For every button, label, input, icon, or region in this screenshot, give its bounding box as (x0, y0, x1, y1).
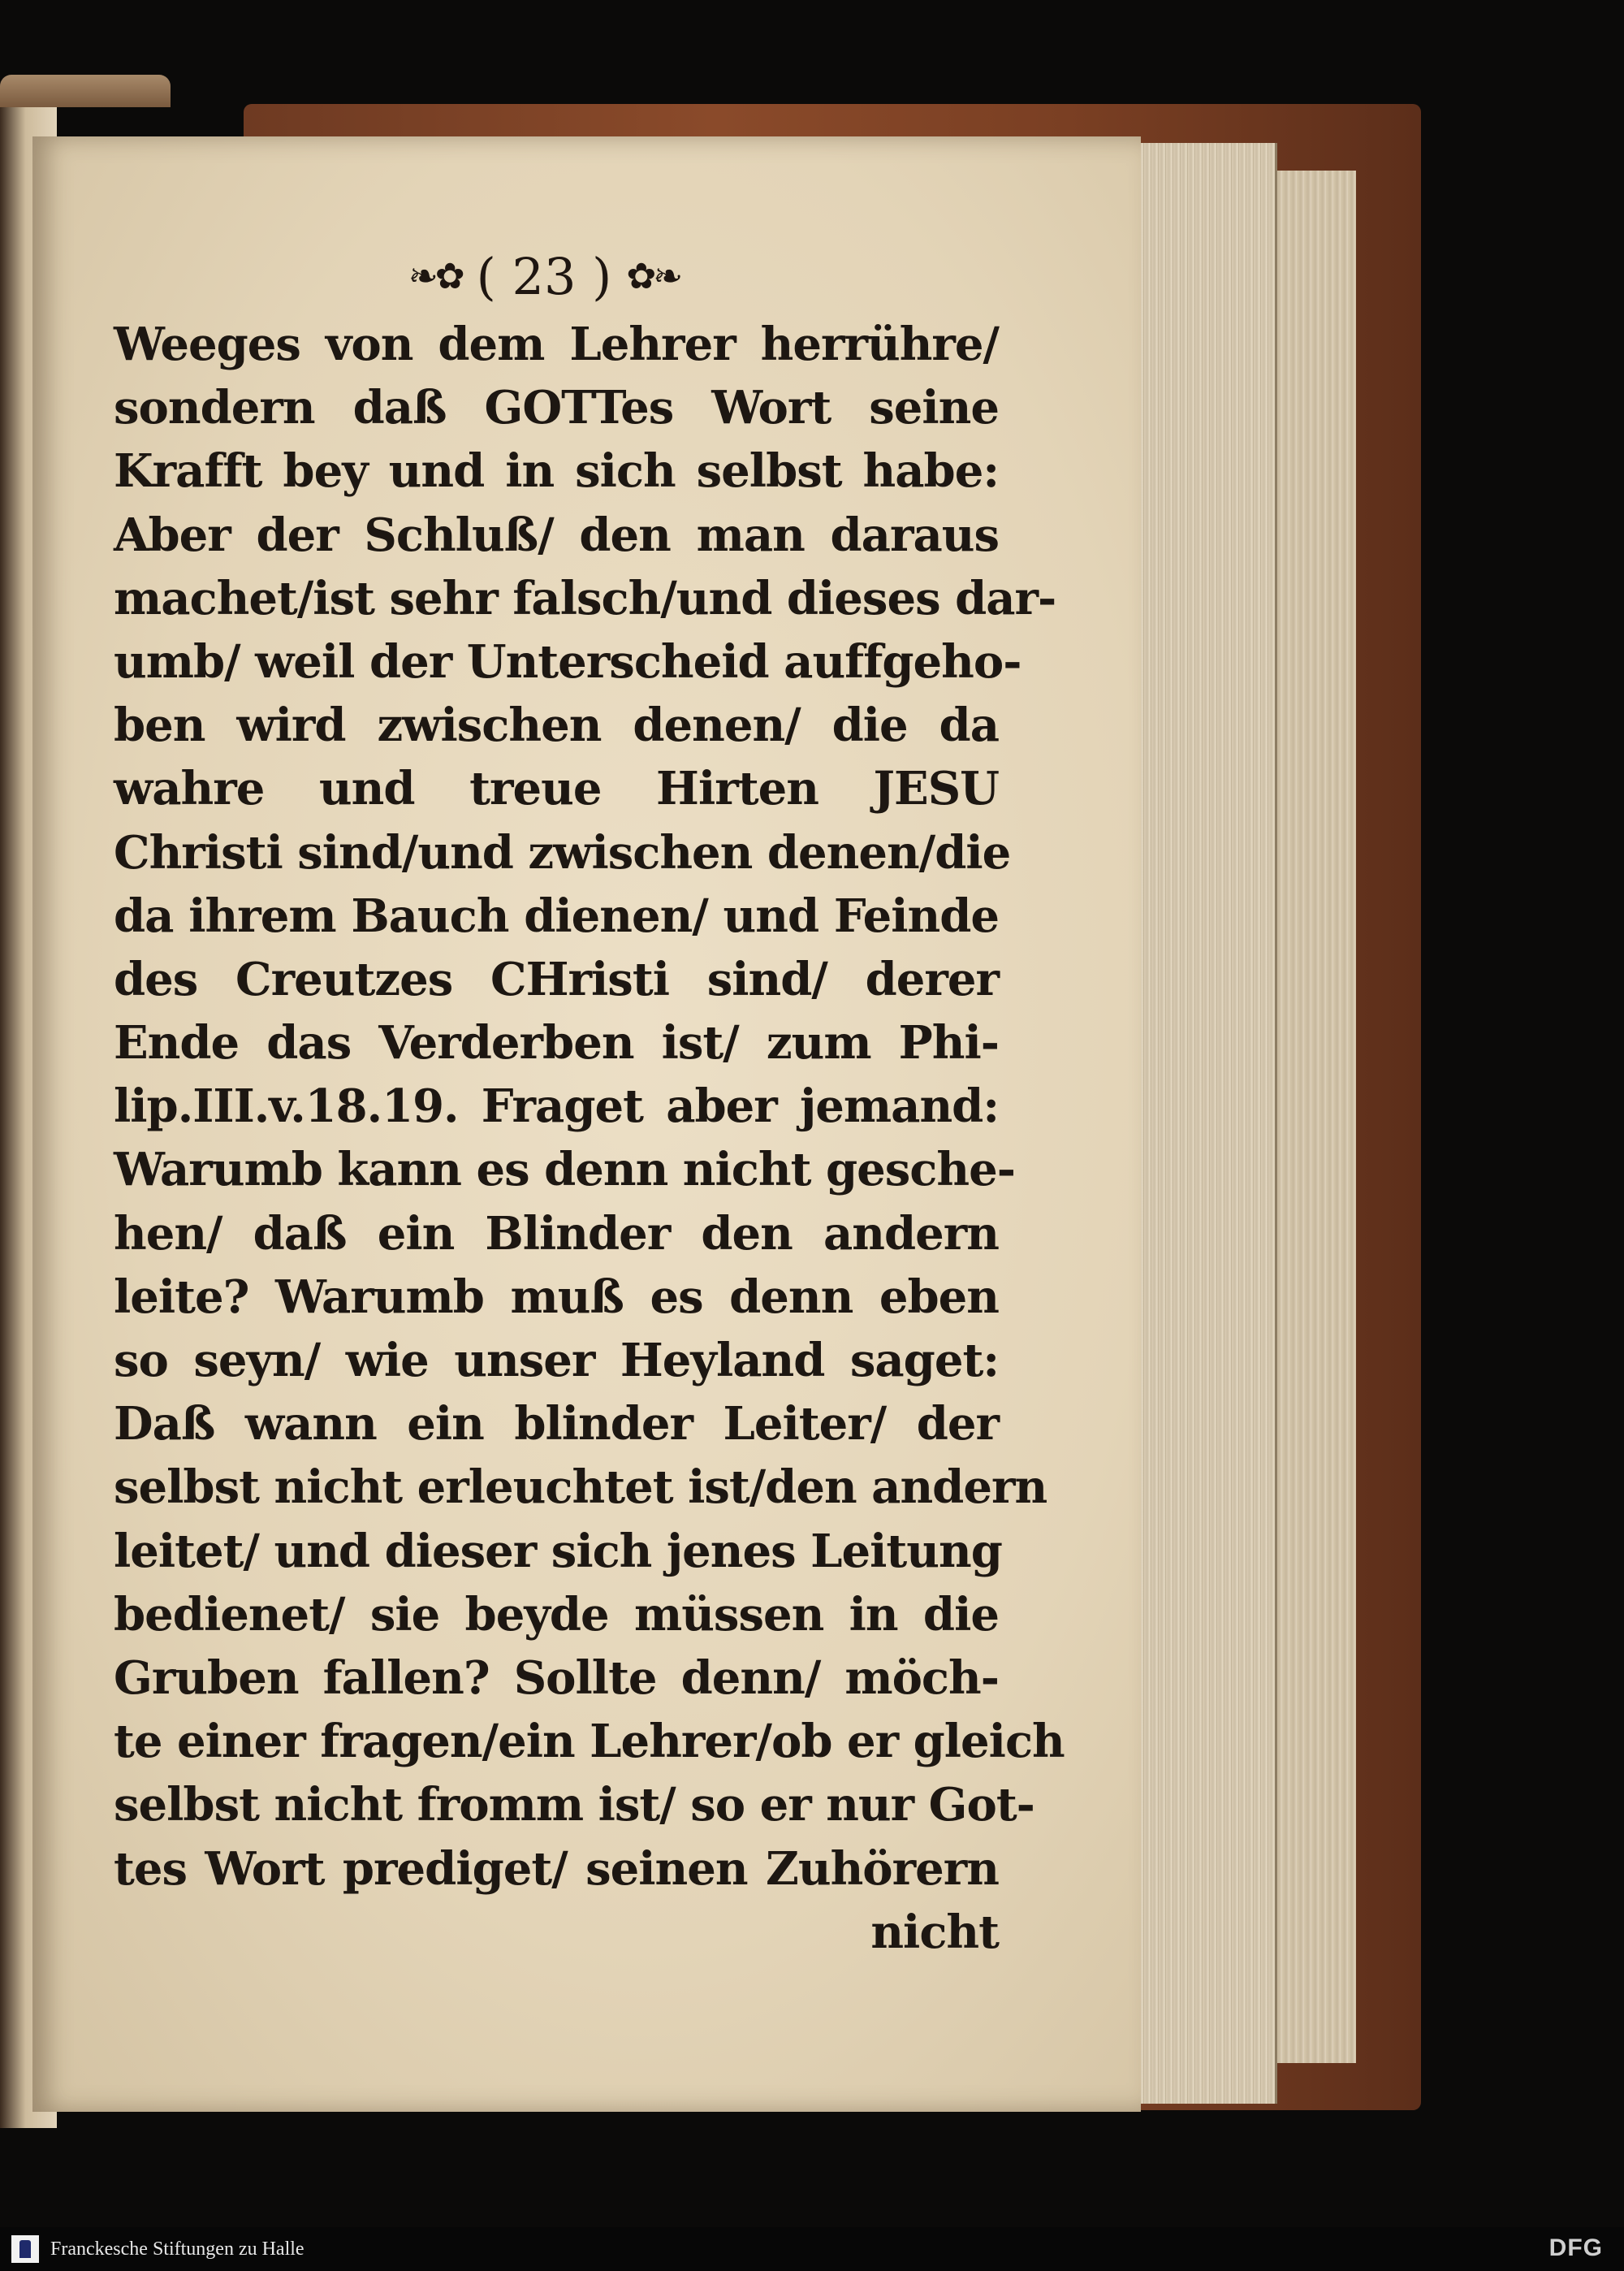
text-line: Weeges von dem Lehrer herrühre/ (114, 318, 999, 371)
text-line: hen/ daß ein Blinder den andern (114, 1206, 999, 1261)
text-line: des Creutzes CHristi sind/ derer (114, 952, 999, 1006)
text-line: bedienet/ sie beyde müssen in die (114, 1587, 999, 1642)
text-line: lip.III.v.18.19. Fraget aber jemand: (114, 1079, 999, 1134)
dfg-logo: DFG (1548, 2234, 1603, 2261)
text-line: wahre und treue Hirten JESU (114, 762, 999, 816)
text-line: te einer fragen/ein Lehrer/ob er gleich (114, 1715, 1065, 1769)
institution-name: Franckesche Stiftungen zu Halle (50, 2238, 304, 2260)
page-edges-back (1275, 171, 1356, 2063)
text-line: machet/ist sehr falsch/und dieses dar- (114, 571, 1056, 625)
catchword: nicht (870, 1905, 999, 1959)
ornament-left-icon: ❧✿ (408, 255, 462, 297)
page-header (357, 240, 731, 313)
viewer-footer (0, 2227, 1624, 2271)
text-line: Warumb kann es denn nicht gesche- (114, 1143, 1015, 1197)
text-line: selbst nicht erleuchtet ist/den andern (114, 1460, 1047, 1515)
institution-logo-icon (11, 2235, 39, 2263)
text-line: leitet/ und dieser sich jenes Leitung (114, 1524, 1002, 1578)
text-line: Daß wann ein blinder Leiter/ der (114, 1397, 999, 1451)
binding-spine (0, 75, 171, 107)
text-line: selbst nicht fromm ist/ so er nur Got- (114, 1778, 1034, 1832)
text-line: Gruben fallen? Sollte denn/ möch- (114, 1650, 999, 1705)
ornament-right-icon: ✿❧ (626, 255, 680, 297)
text-line: tes Wort prediget/ seinen Zuhörern (114, 1841, 999, 1896)
text-line: leite? Warumb muß es denn eben (114, 1270, 999, 1324)
text-line: umb/ weil der Unterscheid auffgeho- (114, 634, 1021, 689)
text-line: da ihrem Bauch dienen/ und Feinde (114, 889, 999, 943)
page-edges (1137, 143, 1277, 2104)
text-line: ben wird zwischen denen/ die da (114, 699, 999, 753)
page-number: ( 23 ) (476, 246, 612, 306)
text-line: Ende das Verderben ist/ zum Phi- (114, 1016, 999, 1071)
text-line: so seyn/ wie unser Heyland saget: (114, 1334, 999, 1387)
text-line: Christi sind/und zwischen denen/die (114, 825, 1011, 880)
page-text (114, 313, 1065, 1964)
text-line: Krafft bey und in sich selbst habe: (114, 444, 999, 499)
text-line: sondern daß GOTTes Wort seine (114, 381, 999, 435)
text-line: Aber der Schluß/ den man daraus (114, 508, 999, 562)
